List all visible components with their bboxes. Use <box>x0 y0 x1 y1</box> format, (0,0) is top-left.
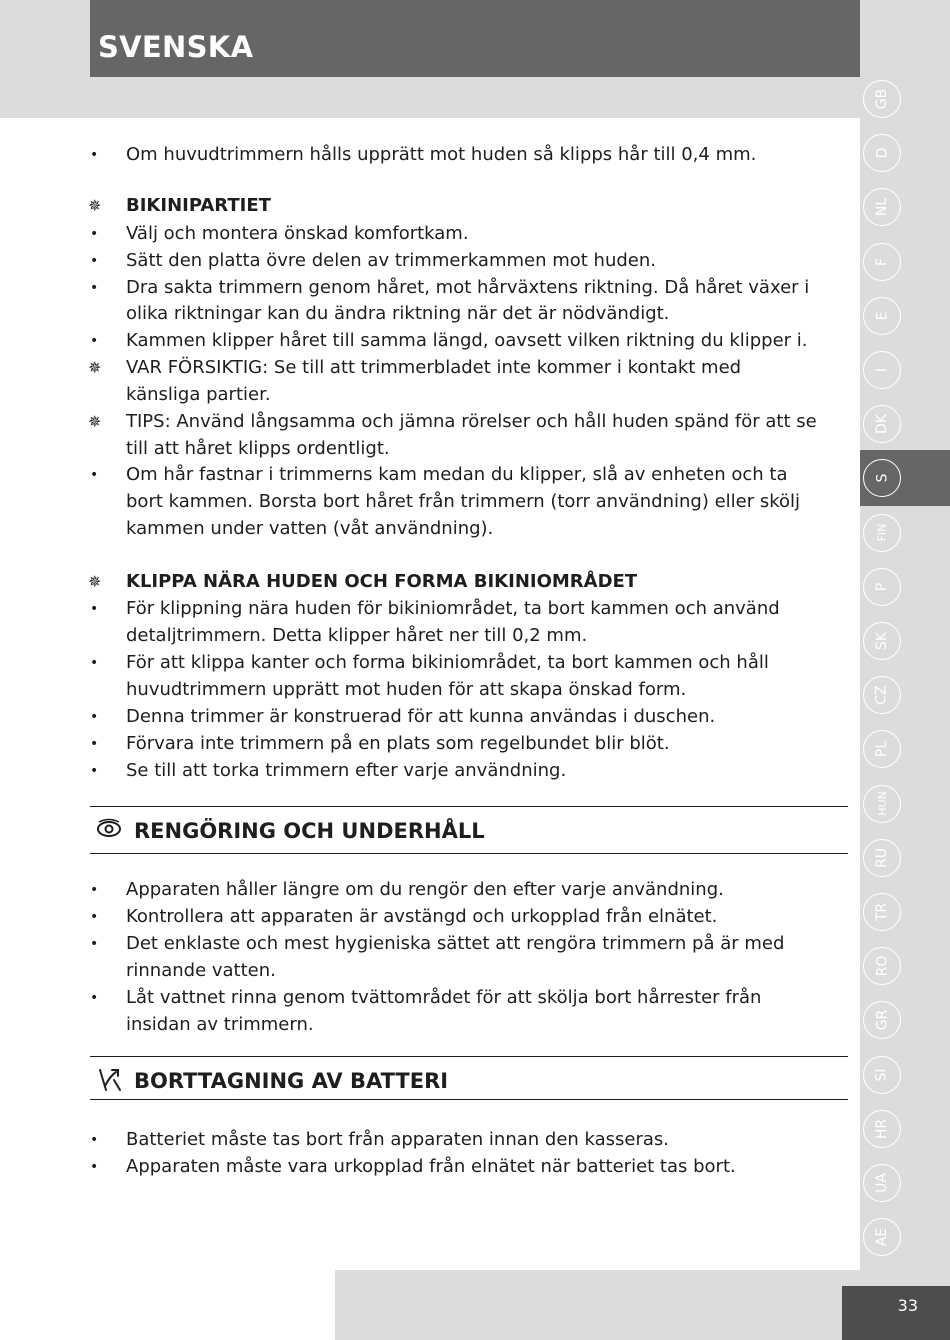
language-tab-ro[interactable] <box>863 947 901 985</box>
star-icon: ✵ <box>88 572 102 591</box>
bullet: • <box>90 601 99 617</box>
bullet: • <box>90 1132 99 1148</box>
star-icon: ✵ <box>88 412 102 431</box>
language-tab-ru[interactable] <box>863 839 901 877</box>
language-tab-p[interactable] <box>863 568 901 606</box>
page-title: SVENSKA <box>98 30 254 64</box>
section-divider <box>90 806 848 807</box>
bullet: • <box>90 909 99 925</box>
bullet: • <box>90 280 99 296</box>
language-tab-label: I <box>873 367 890 373</box>
language-tab-label: RU <box>873 847 890 868</box>
language-tab-hun[interactable] <box>863 785 901 823</box>
language-tab-label: P <box>873 582 890 592</box>
language-tab-label: CZ <box>874 685 890 705</box>
language-tab-fin[interactable] <box>863 514 901 552</box>
language-tab-label: D <box>874 147 890 159</box>
language-tab-label: SK <box>873 631 890 651</box>
bullet: • <box>90 467 99 483</box>
bullet: • <box>90 147 99 163</box>
battery-heading: BORTTAGNING AV BATTERI <box>134 1069 449 1093</box>
bullet: • <box>90 333 99 349</box>
eye-icon <box>96 818 122 847</box>
language-tab-tr[interactable] <box>863 893 901 931</box>
bullet: • <box>90 763 99 779</box>
star-icon: ✵ <box>88 358 102 377</box>
language-tab-label: DK <box>874 414 890 435</box>
language-tab-label: F <box>874 257 890 266</box>
bullet: • <box>90 709 99 725</box>
language-tab-label: FIN <box>875 523 889 542</box>
page-number-box <box>842 1286 950 1340</box>
bullet: • <box>90 936 99 952</box>
cleaning-heading: RENGÖRING OCH UNDERHÅLL <box>134 819 485 843</box>
star-icon: ✵ <box>88 196 102 215</box>
bullet: • <box>90 990 99 1006</box>
language-tab-label: GR <box>873 1010 890 1031</box>
battery-removal-icon <box>96 1066 124 1101</box>
bullet: • <box>90 882 99 898</box>
language-tab-label: PL <box>874 741 890 758</box>
bullet: • <box>90 655 99 671</box>
language-tab-label: SI <box>873 1068 890 1082</box>
language-tab-label: GB <box>873 88 890 110</box>
language-tab-label: RO <box>874 955 890 977</box>
language-tab-ua[interactable] <box>863 1164 901 1202</box>
language-tab-dk[interactable] <box>863 405 901 443</box>
bullet: • <box>90 1159 99 1175</box>
language-tab-label: S <box>873 473 890 483</box>
section-divider <box>90 1099 848 1100</box>
language-tab-e[interactable] <box>863 297 901 335</box>
language-tab-si[interactable] <box>863 1056 901 1094</box>
language-tab-label: NL <box>874 198 890 217</box>
bullet: • <box>90 736 99 752</box>
language-tab-ae[interactable] <box>863 1218 901 1256</box>
language-tab-hr[interactable] <box>863 1110 901 1148</box>
header-bar <box>90 0 860 77</box>
section-divider <box>90 1056 848 1057</box>
language-tab-d[interactable] <box>863 134 901 172</box>
section-divider <box>90 853 848 854</box>
language-tab-label: HR <box>873 1118 890 1139</box>
language-tab-f[interactable] <box>863 243 901 281</box>
bullet: • <box>90 253 99 269</box>
page-number: 33 <box>897 1296 918 1315</box>
language-tab-cz[interactable] <box>863 676 901 714</box>
language-tab-label: TR <box>874 902 890 922</box>
language-tab-gb[interactable] <box>863 80 901 118</box>
language-tab-label: E <box>873 311 890 321</box>
language-tab-label: HUN <box>875 791 889 816</box>
language-tab-label: AE <box>874 1227 890 1247</box>
bullet: • <box>90 226 99 242</box>
language-tab-i[interactable] <box>863 351 901 389</box>
language-tab-sk[interactable] <box>863 622 901 660</box>
language-tab-label: UA <box>873 1173 890 1193</box>
